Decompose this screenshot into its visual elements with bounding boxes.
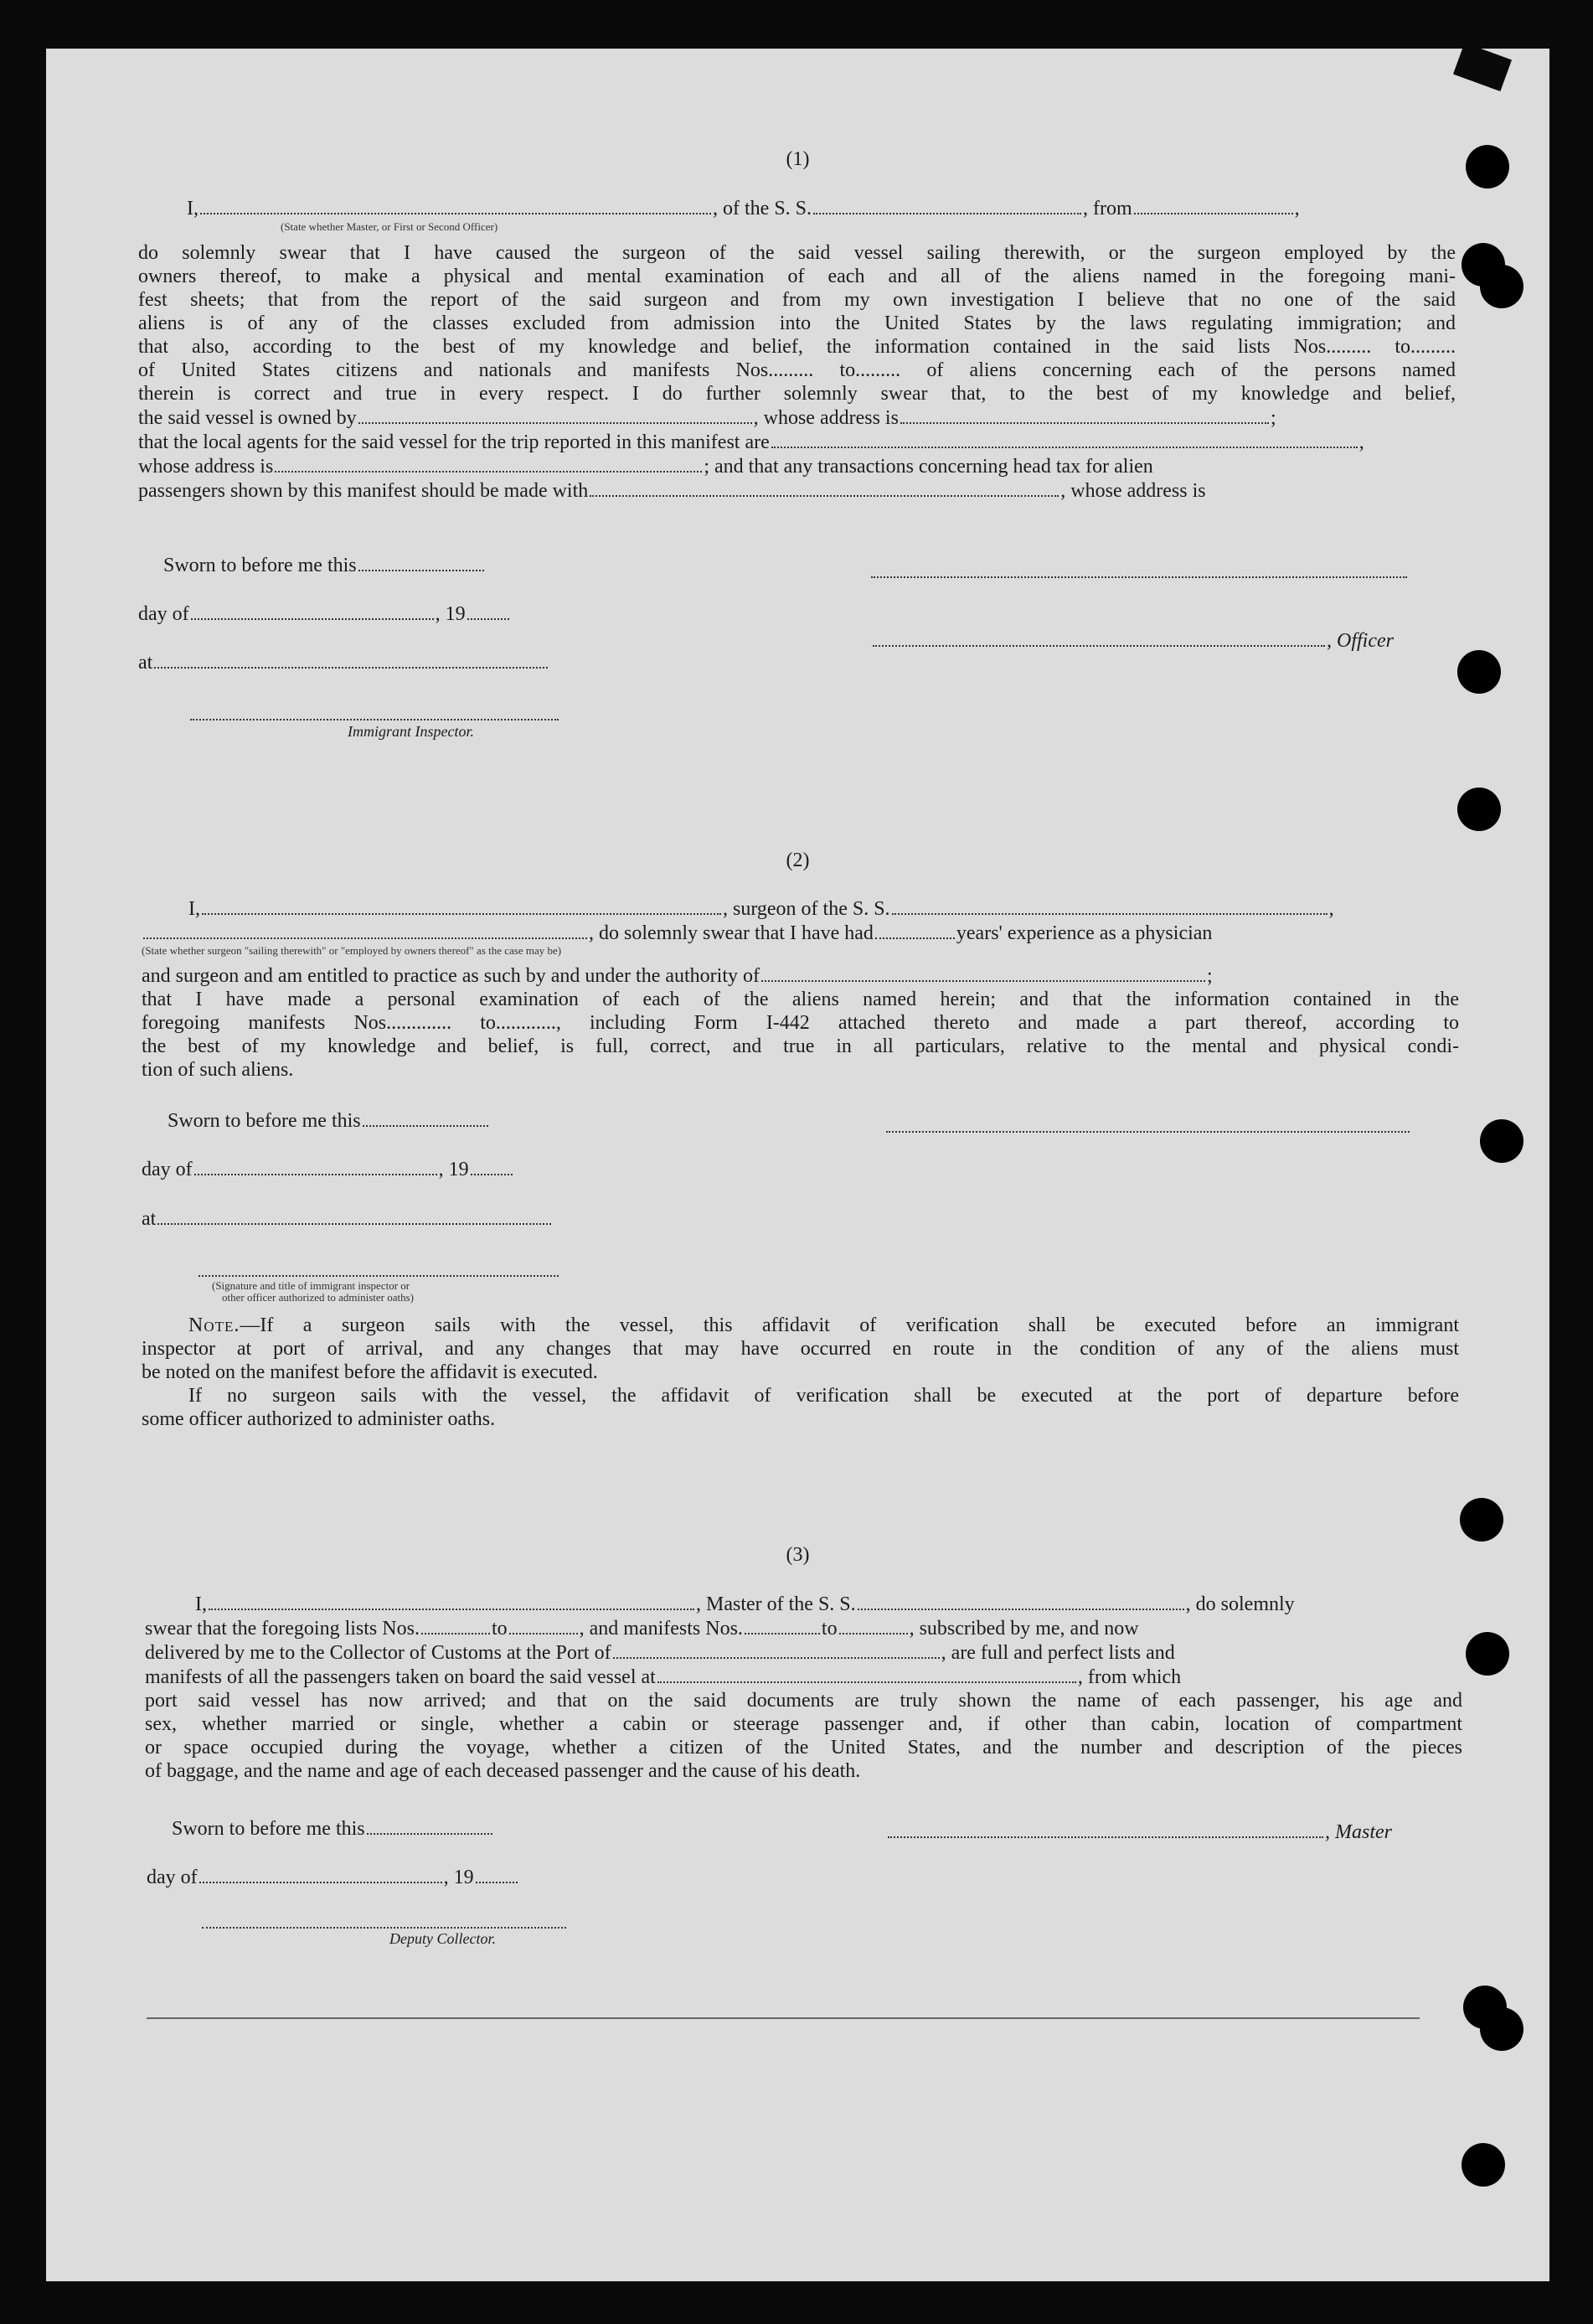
- section-2-number: (2): [786, 850, 810, 871]
- master-name-blank[interactable]: [209, 1592, 694, 1610]
- bottom-rule: [147, 2017, 1420, 2019]
- punch-hole: [1462, 2143, 1505, 2187]
- sworn-place-blank-2[interactable]: [157, 1206, 551, 1225]
- note-block: Note.—If a surgeon sails with the vessel, this affidavit of verification shall be executed before an immigrant inspector at port of arrival, and any changes that may have occurred en route in the condition of any of the aliens must be noted on the manifest before the affidavit is executed. If no surgeon sails with the vessel, the affidavit of verification shall be executed at the port of departure before some officer authorized to administer oaths.: [142, 1314, 1459, 1430]
- verifier-note-1: (Signature and title of immigrant inspector or: [212, 1279, 410, 1292]
- owner-blank[interactable]: [358, 405, 752, 424]
- manifests-to-blank[interactable]: [839, 1616, 908, 1635]
- punch-hole: [1480, 1119, 1523, 1163]
- head-tax-contact-blank[interactable]: [590, 478, 1059, 497]
- surgeon-name-blank[interactable]: [202, 896, 721, 915]
- lists-to-blank[interactable]: [509, 1616, 578, 1635]
- officer-note: (State whether Master, or First or Second Officer): [281, 220, 498, 233]
- inspector-signature-line[interactable]: [190, 717, 559, 720]
- section-1-line-1: I, , of the S. S. , from ,: [187, 198, 1300, 219]
- port-blank[interactable]: [613, 1640, 940, 1659]
- lists-from-blank[interactable]: [421, 1616, 490, 1635]
- section-1-body: do solemnly swear that I have caused the surgeon of the said vessel sailing therewith, or the surgeon employed by the owners thereof, to make a physical and mental examination of each and all of the aliens named in the foregoing mani- fest sheets; that from the report of the said surgeon and from my own investigation I believe that no one of the said aliens is of any of the classes excluded from admission into the United States by the laws regulating immigration; and that also, according to the best of my knowledge and belief, the information contained in the said lists Nos......... to......... of United States citizens and nationals and manifests Nos......... to......... of aliens concerning each of the persons named therein is correct and true in every respect. I do further solemnly swear that, to the best of my knowledge and belief, the said vessel is owned by , whose address is ; that the local agents for the said vessel for the trip reported in this manifest are , whose address is ; and that any transactions concerning head tax for alien passengers shown by this manifest should be made with , whose address is: [138, 242, 1456, 502]
- section-1-number: (1): [786, 148, 810, 170]
- deputy-signature-line[interactable]: [202, 1925, 566, 1929]
- verifier-signature-line[interactable]: [198, 1273, 559, 1277]
- inspector-caption: Immigrant Inspector.: [348, 723, 474, 740]
- deputy-caption: Deputy Collector.: [389, 1930, 496, 1947]
- sworn-day-blank-3[interactable]: [367, 1816, 492, 1835]
- sworn-day-blank-1[interactable]: [358, 553, 484, 571]
- officer-name-blank[interactable]: [200, 196, 711, 214]
- sworn-month-blank-2[interactable]: [194, 1157, 437, 1175]
- punch-hole: [1466, 1632, 1509, 1676]
- sworn-place-blank-1[interactable]: [154, 650, 548, 669]
- vessel-name-blank[interactable]: [813, 196, 1081, 214]
- manifests-from-blank[interactable]: [745, 1616, 820, 1635]
- punch-hole: [1480, 2007, 1523, 2051]
- from-port-blank[interactable]: [1134, 196, 1293, 214]
- officer-signature-line-top[interactable]: [871, 575, 1407, 578]
- document-page: (1) I, , of the S. S. , from , (State whether Master, or First or Second Officer) do solemnly swear that I have caused the surgeon of the said vessel sailing therewith, or the surgeon employed by the owners thereof, to make a physical and mental examination of each and all of the aliens named in the foregoing mani- fest sheets; that from the report of the said surgeon and from my own investigation I believe that no one of the said aliens is of any of the classes excluded from admission into the United States by the laws regulating immigration; and that also, according to the best of my knowledge and belief, the information contained in the said lists Nos......... to......... of United States citizens and nationals and manifests Nos......... to......... of aliens concerning each of the persons named therein is correct and true in every respect. I do further solemnly swear that, to the best of my knowledge and belief, the said vessel is owned by , whose address is ; that the local agents for the said vessel for the trip reported in this manifest are , whose address is ; and that any transactions concerning head tax for alien passengers shown by this manifest should be made with , whose address is Sworn to before me this day of , 19 at Immigrant Inspector. , Officer (2) I, , surgeon of the S. S. , , do solemnly swear that I have had years' experience as a physician (State whether surgeon "sailing therewith" or "employed by owners thereof" as the case may be) and surgeon and am entitled to practice as such by and under the authority of ; that I have made a personal examination of each of the aliens named herein; and that the information contained in the foregoing manifests Nos............. to............, including Form I-442 attached thereto and made a part thereof, according to the best of my knowledge and belief, is full, correct, and true in all particulars, relative to the mental and physical condi- tion of such aliens. Sworn to before me this day of , 19 at (Signature and title of immigrant inspector or other officer authorized to administer oaths) Note.—If a surgeon sails with the vessel, this affidavit of verification shall be executed before an immigrant inspector at port of arrival, and any changes that may have occurred en route in the condition of any of the aliens must be noted on the manifest before the affidavit is executed. If no surgeon sails with the vessel, the affidavit of verification shall be executed at the port of departure before some officer authorized to administer oaths. (3) I, , Master of the S. S. , do solemnly swear that the foregoing lists Nos. to , and manifests Nos. to , subscribed by me, and now delivered by me to the Collector of Customs at the Port of , are full and perfect lists and manifests of all the passengers taken on board the said vessel at , from which port said vessel has now arrived; and that on the said documents are truly shown the name of each passenger, his age and sex, whether married or single, whether a cabin or steerage passenger and, if other than cabin, location of compartment or space occupied during the voyage, whether a citizen of the United States, and the number and description of the pieces of baggage, and the name and age of each deceased passenger and the cause of his death. Sworn to before me this day of , 19 Deputy Collector. , Master: [46, 49, 1549, 2281]
- master-signature-line[interactable]: [888, 1820, 1323, 1838]
- boarding-port-blank[interactable]: [657, 1665, 1076, 1683]
- owner-address-blank[interactable]: [900, 405, 1269, 424]
- punch-hole: [1457, 788, 1501, 831]
- punch-hole: [1466, 145, 1509, 189]
- surgeon-note: (State whether surgeon "sailing therewith" or "employed by owners thereof" as the case may be): [142, 944, 562, 957]
- punch-hole: [1480, 265, 1523, 308]
- years-experience-blank[interactable]: [875, 921, 955, 939]
- master-vessel-blank[interactable]: [858, 1592, 1184, 1610]
- authority-blank[interactable]: [761, 963, 1205, 982]
- sworn-day-blank-2[interactable]: [363, 1108, 488, 1127]
- surgeon-vessel-blank[interactable]: [892, 896, 1328, 915]
- sworn-month-blank-1[interactable]: [191, 602, 434, 620]
- sworn-year-blank-3[interactable]: [476, 1865, 518, 1883]
- agents-blank[interactable]: [771, 430, 1358, 448]
- section-2-body: and surgeon and am entitled to practice as such by and under the authority of ; that I have made a personal examination of each of the aliens named herein; and that the information contained in the foregoing manifests Nos............. to............, including Form I-442 attached thereto and made a part thereof, according to the best of my knowledge and belief, is full, correct, and true in all particulars, relative to the mental and physical condi- tion of such aliens.: [142, 965, 1459, 1081]
- verifier-note-2: other officer authorized to administer oaths): [222, 1291, 414, 1304]
- sworn-year-blank-2[interactable]: [471, 1157, 513, 1175]
- sworn-month-blank-3[interactable]: [199, 1865, 442, 1883]
- section-3-number: (3): [786, 1544, 810, 1566]
- punch-hole: [1460, 1498, 1503, 1542]
- section-3-body: port said vessel has now arrived; and that on the said documents are truly shown the name of each passenger, his age and sex, whether married or single, whether a cabin or steerage passenger and, if other than cabin, location of compartment or space occupied during the voyage, whether a citizen of the United States, and the number and description of the pieces of baggage, and the name and age of each deceased passenger and the cause of his death.: [145, 1690, 1462, 1782]
- punch-hole: [1457, 650, 1501, 694]
- officer-signature-line[interactable]: [873, 628, 1325, 647]
- note-label: Note.: [188, 1314, 240, 1336]
- sworn-year-blank-1[interactable]: [467, 602, 509, 620]
- surgeon-signature-line[interactable]: [886, 1129, 1410, 1133]
- agents-address-blank[interactable]: [275, 454, 702, 473]
- surgeon-status-blank[interactable]: [143, 921, 587, 939]
